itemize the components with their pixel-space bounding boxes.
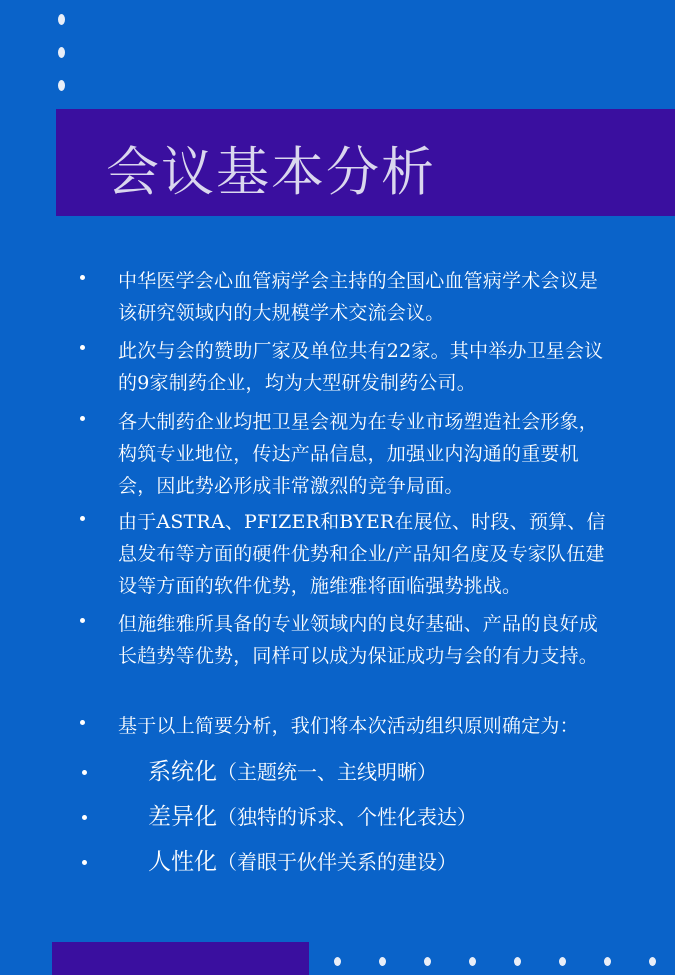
decorative-dot xyxy=(334,957,341,966)
principle-key: 人性化 xyxy=(148,849,217,875)
bullet-dot xyxy=(80,345,85,350)
bullet-dot xyxy=(80,618,85,623)
bullet-dot xyxy=(82,815,87,820)
bullet-dot xyxy=(82,770,87,775)
decorative-dot xyxy=(58,14,65,25)
decorative-dot xyxy=(58,80,65,91)
decorative-dot xyxy=(379,957,386,966)
principle-note: （着眼于伙伴关系的建设） xyxy=(217,850,457,874)
top-dot-decoration xyxy=(58,14,66,113)
bullet-dot xyxy=(82,860,87,865)
decorative-dot xyxy=(58,47,65,58)
bullet-dot xyxy=(80,720,85,725)
principle-note: （主题统一、主线明晰） xyxy=(217,760,437,784)
decorative-dot xyxy=(604,957,611,966)
bullet-text: 中华医学会心血管病学会主持的全国心血管病学术会议是该研究领域内的大规模学术交流会议。 xyxy=(118,270,599,324)
bullet-text: 基于以上简要分析，我们将本次活动组织原则确定为： xyxy=(118,715,579,737)
bullet-text: 此次与会的赞助厂家及单位共有22家。其中举办卫星会议的9家制药企业，均为大型研发制药公司。 xyxy=(118,340,604,394)
bottom-bar xyxy=(52,942,309,975)
bullet-text: 但施维雅所具备的专业领域内的良好基础、产品的良好成长趋势等优势，同样可以成为保证成功与会的有力支持。 xyxy=(118,613,599,667)
bullet-dot xyxy=(80,416,85,421)
title-band xyxy=(56,109,675,216)
bullet-dot xyxy=(80,275,85,280)
slide-title: 会议基本分析 xyxy=(106,142,436,203)
principle-note: （独特的诉求、个性化表达） xyxy=(217,805,477,829)
principle-key: 差异化 xyxy=(148,804,217,830)
principle-key: 系统化 xyxy=(148,759,217,785)
bullet-text: 各大制药企业均把卫星会视为在专业市场塑造社会形象，构筑专业地位，传达产品信息，加强业内沟通的重要机会，因此势必形成非常激烈的竞争局面。 xyxy=(118,411,599,497)
bullet-text: 由于ASTRA、PFIZER和BYER在展位、时段、预算、信息发布等方面的硬件优势和企业/产品知名度及专家队伍建设等方面的软件优势，施维雅将面临强势挑战。 xyxy=(118,511,606,597)
decorative-dot xyxy=(649,957,656,966)
decorative-dot xyxy=(559,957,566,966)
decorative-dot xyxy=(514,957,521,966)
bullet-dot xyxy=(80,516,85,521)
decorative-dot xyxy=(424,957,431,966)
decorative-dot xyxy=(469,957,476,966)
bottom-dot-decoration xyxy=(334,957,674,967)
